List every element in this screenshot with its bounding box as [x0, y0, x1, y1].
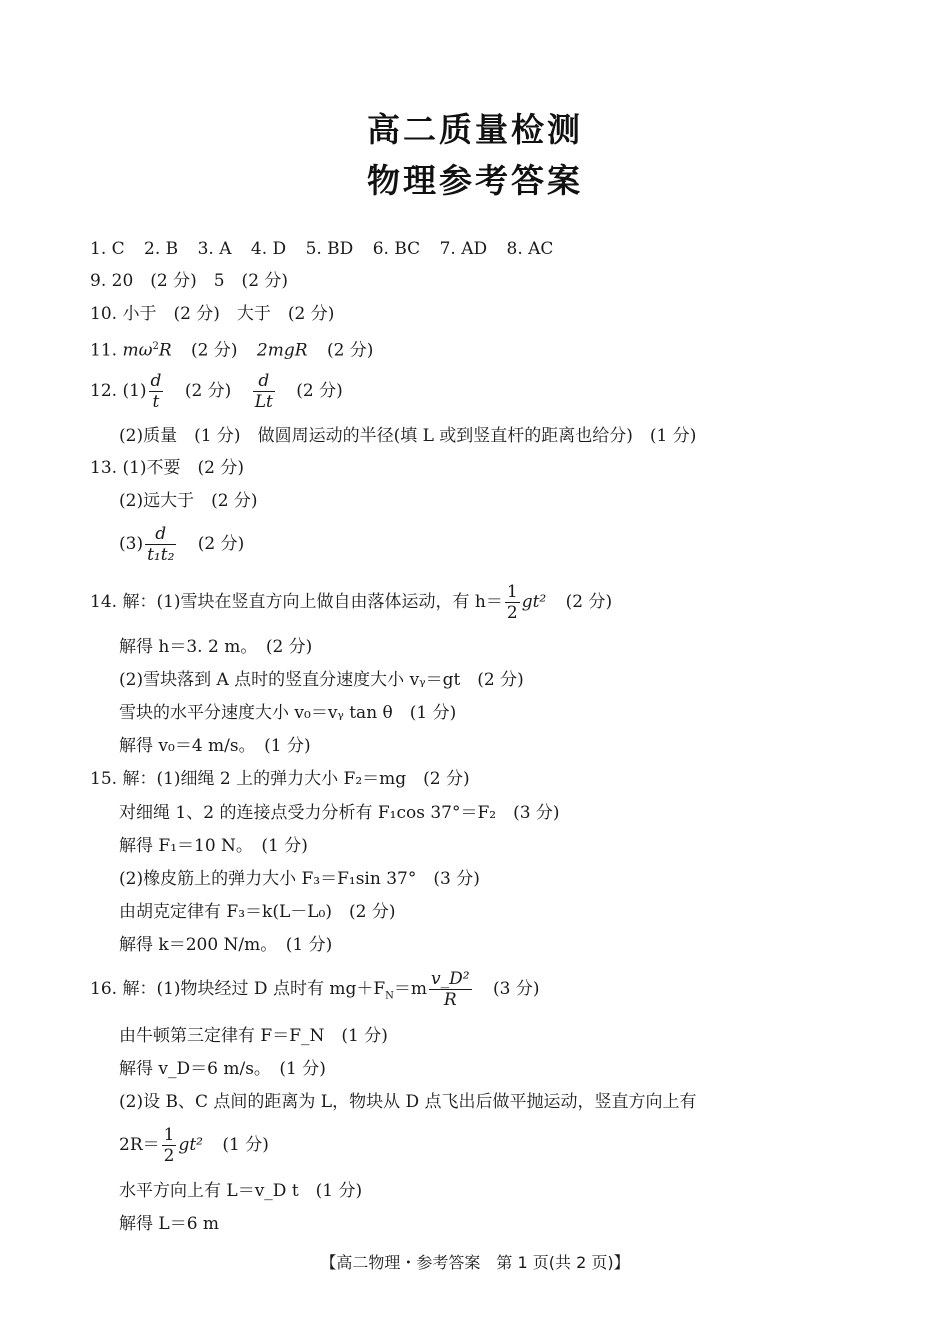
- fraction-vd2-over-r: $\frac{\text{v\_D²}}{R}$: [431, 969, 470, 1010]
- answer-11: 11. $m\omega^2R$ (2 分) 2mgR (2 分): [90, 340, 374, 361]
- answer-16-line6: 水平方向上有 L＝v_D t (1 分): [119, 1181, 363, 1201]
- answer-2: 2. B: [144, 239, 179, 259]
- fraction-half: $\frac{1}{2}$: [506, 582, 518, 623]
- answer-10: 10. 小于 (2 分) 大于 (2 分): [90, 304, 335, 324]
- answer-14-line5: 解得 v₀＝4 m/s。 (1 分): [119, 736, 311, 756]
- answer-15-line3: 解得 F₁＝10 N。 (1 分): [119, 836, 308, 856]
- answer-12-part1: 12. (1) $\frac{d}{t}$ (2 分) $\frac{d}{Lt}$ (2 分): [90, 371, 343, 412]
- fraction-d-over-t1t2: $\frac{d}{\text{t₁t₂}}$: [147, 524, 175, 565]
- answer-4: 4. D: [250, 239, 287, 259]
- answer-13-part1: 13. (1)不要 (2 分): [90, 458, 245, 478]
- answer-15-line5: 由胡克定律有 F₃＝k(L－L₀) (2 分): [119, 902, 396, 922]
- answer-16-line2: 由牛顿第三定律有 F＝F_N (1 分): [119, 1026, 388, 1046]
- answer-15-line4: (2)橡皮筋上的弹力大小 F₃＝F₁sin 37° (3 分): [119, 869, 480, 889]
- answer-1: 1. C: [90, 239, 125, 259]
- page-footer: 【高二物理・参考答案 第 1 页(共 2 页)】: [320, 1253, 630, 1272]
- answer-14-line1: 14. 解：(1)雪块在竖直方向上做自由落体运动，有 h＝ $\frac{1}{2}$ gt² (2 分): [90, 582, 613, 623]
- answer-8: 8. AC: [506, 239, 554, 259]
- answer-15-line1: 15. 解：(1)细绳 2 上的弹力大小 F₂＝mg (2 分): [90, 769, 470, 789]
- answer-13-part2: (2)远大于 (2 分): [119, 491, 258, 511]
- answer-16-line5: 2R＝ $\frac{1}{2}$ gt² (1 分): [119, 1125, 269, 1166]
- page-subtitle: 物理参考答案: [367, 161, 583, 200]
- choice-answers: [90, 239, 553, 259]
- answer-3: 3. A: [197, 239, 232, 259]
- answer-15-line2: 对细绳 1、2 的连接点受力分析有 F₁cos 37°＝F₂ (3 分): [119, 803, 560, 823]
- answer-14-line2: 解得 h＝3. 2 m。 (2 分): [119, 637, 313, 657]
- answer-14-line3: (2)雪块落到 A 点时的竖直分速度大小 vᵧ＝gt (2 分): [119, 670, 524, 690]
- answer-9: 9. 20 (2 分) 5 (2 分): [90, 271, 289, 291]
- answer-13-part3: (3) $\frac{d}{\text{t₁t₂}}$ (2 分): [119, 524, 245, 565]
- answer-16-line1: 16. 解：(1)物块经过 D 点时有 $mg+F_N=m$ $\frac{\text{v\_D²}}{R}$ (3 分): [90, 969, 540, 1010]
- answer-16-line4: (2)设 B、C 点间的距离为 L，物块从 D 点飞出后做平抛运动，竖直方向上有: [119, 1092, 697, 1112]
- answer-7: 7. AD: [439, 239, 488, 259]
- answer-16-line3: 解得 v_D＝6 m/s。 (1 分): [119, 1059, 326, 1079]
- page-title: 高二质量检测: [367, 110, 583, 149]
- answer-14-line4: 雪块的水平分速度大小 v₀＝vᵧ tan θ (1 分): [119, 703, 457, 723]
- answer-16-line7: 解得 L＝6 m: [119, 1214, 220, 1234]
- answer-6: 6. BC: [372, 239, 421, 259]
- answer-12-part2: (2)质量 (1 分) 做圆周运动的半径(填 L 或到竖直杆的距离也给分) (1 分): [119, 426, 697, 446]
- answer-5: 5. BD: [305, 239, 354, 259]
- answer-15-line6: 解得 k＝200 N/m。 (1 分): [119, 935, 333, 955]
- fraction-half-2: $\frac{1}{2}$: [163, 1125, 175, 1166]
- fraction-d-over-lt: $\frac{d}{Lt}$: [254, 371, 273, 412]
- fraction-d-over-t: $\frac{d}{t}$: [150, 371, 162, 412]
